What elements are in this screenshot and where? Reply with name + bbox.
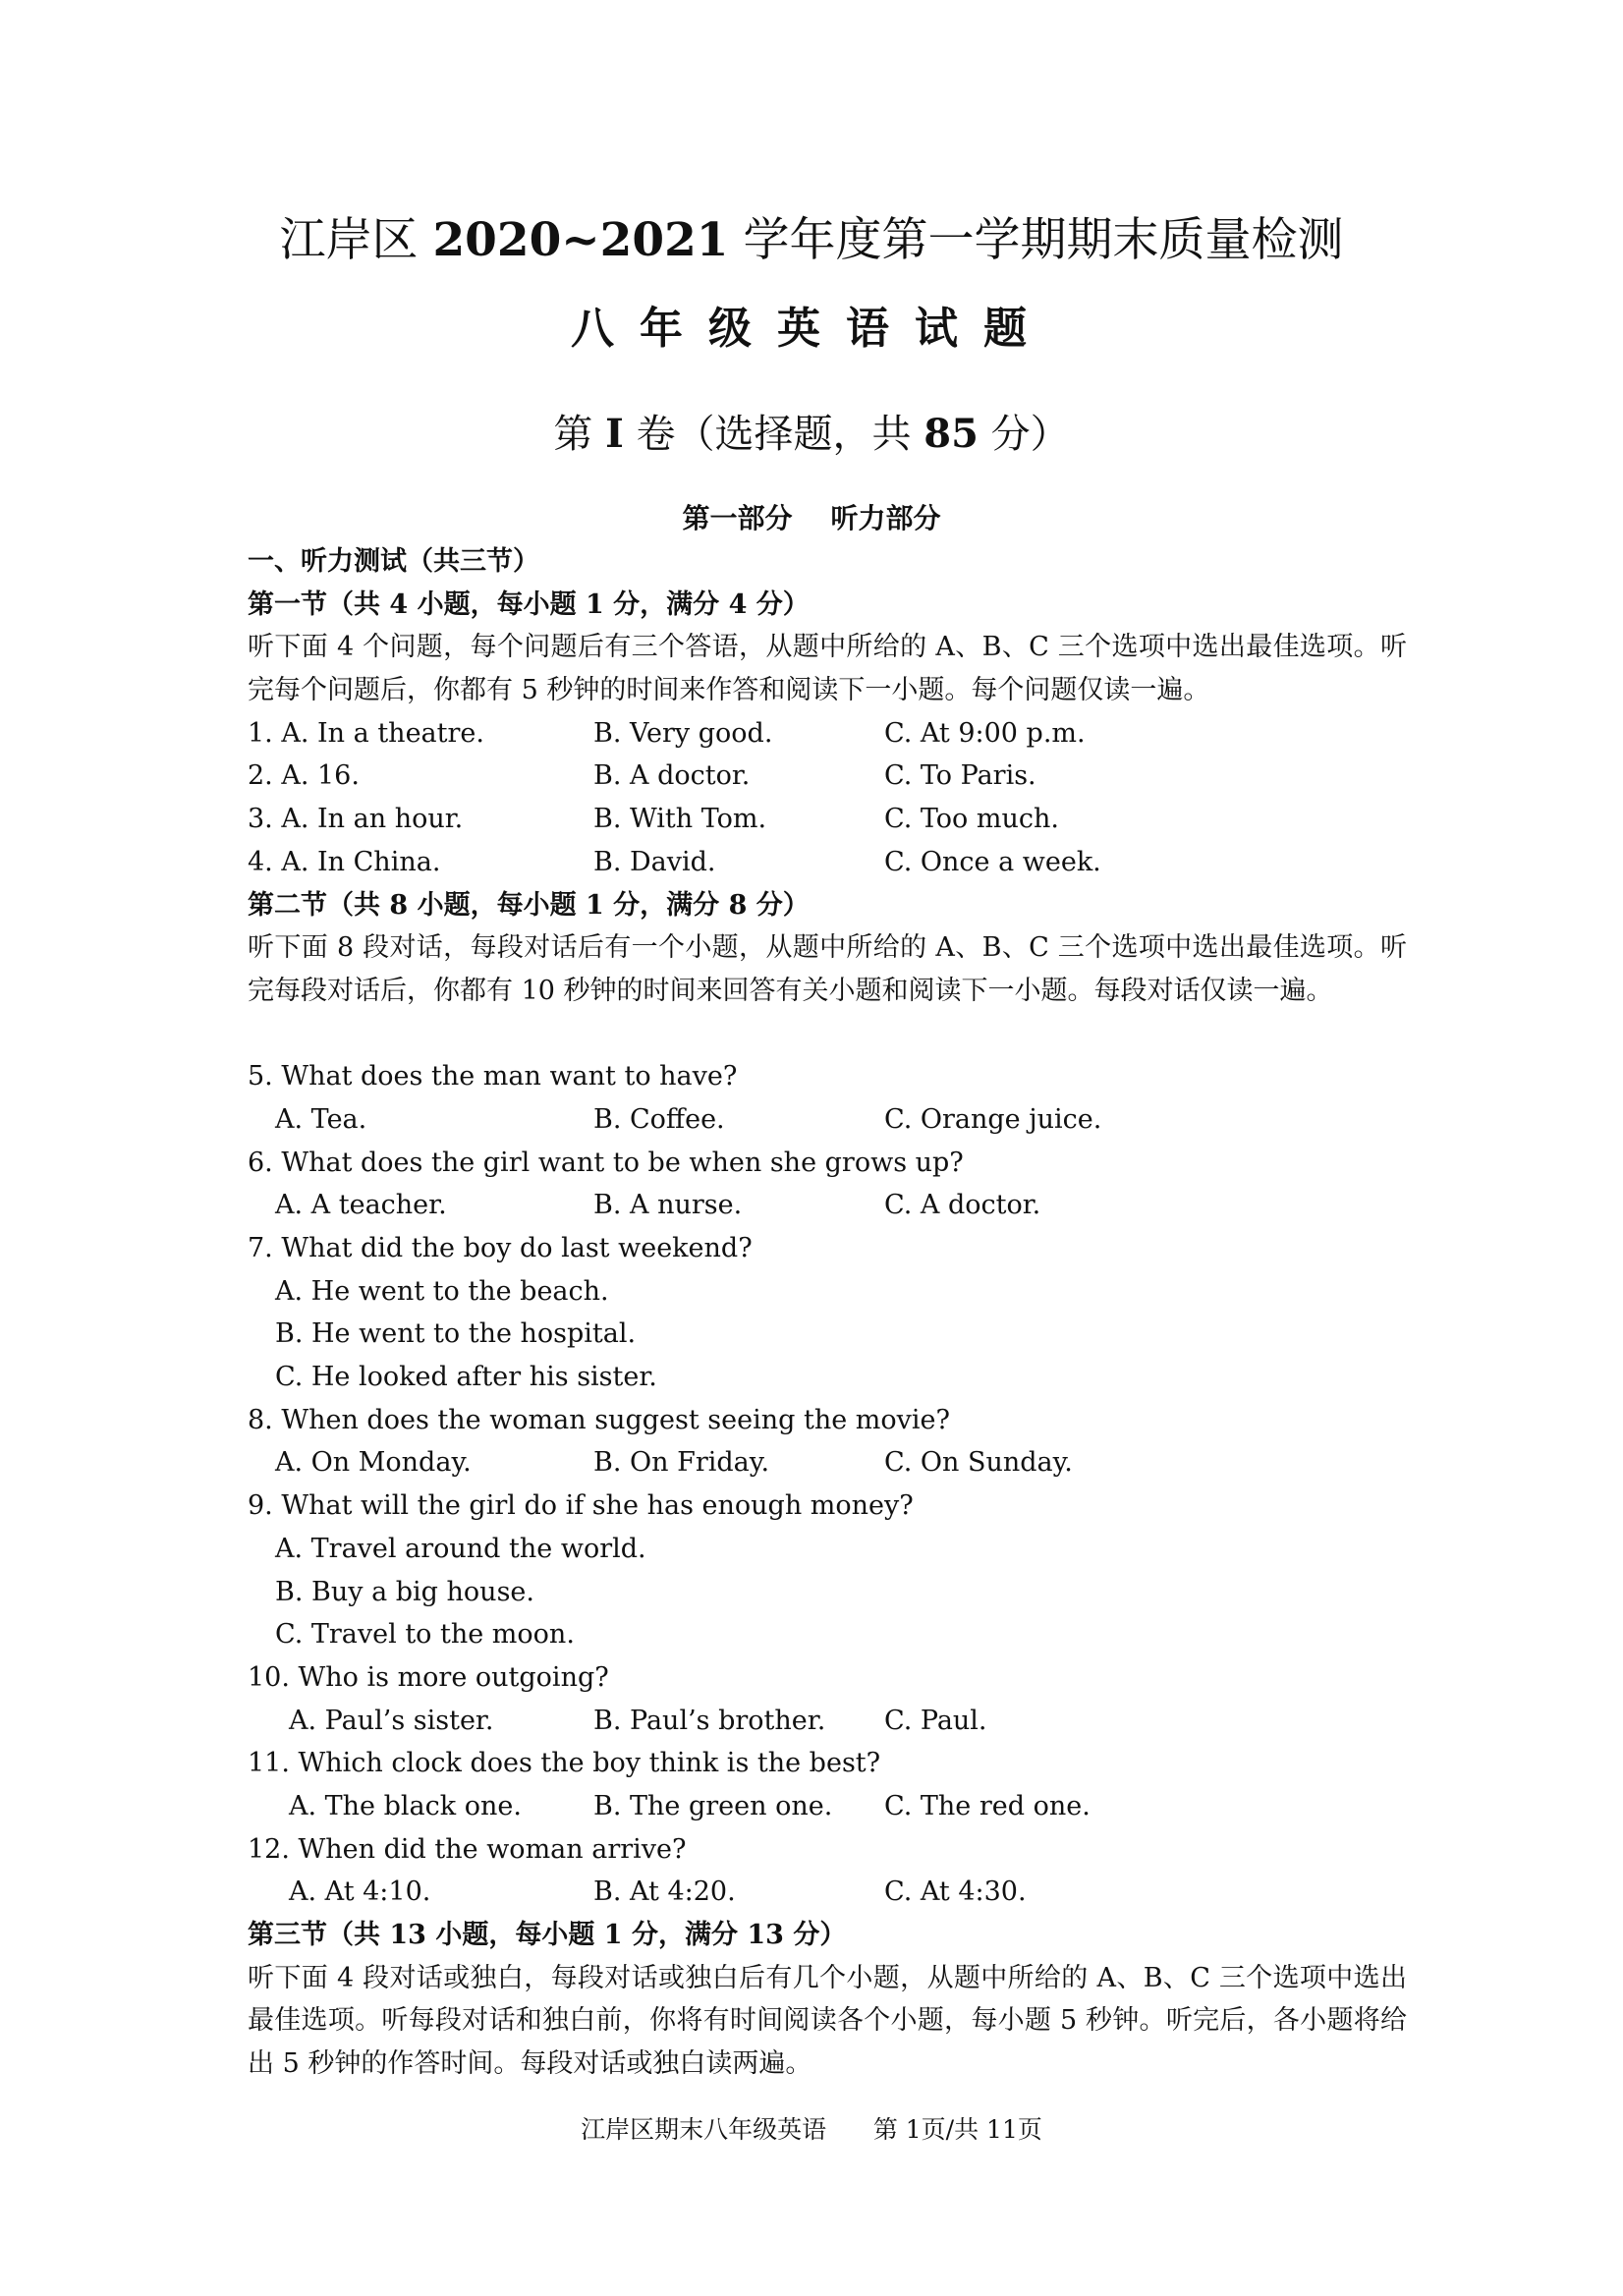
question-11-options bbox=[248, 1785, 1407, 1828]
question-8-options bbox=[248, 1441, 1407, 1484]
option-b: B. Paul’s brother. bbox=[593, 1705, 826, 1736]
option-b: B. With Tom. bbox=[593, 804, 767, 835]
option-a: A. A teacher. bbox=[275, 1190, 447, 1221]
question-9-option-c bbox=[248, 1613, 1407, 1656]
question-3 bbox=[248, 798, 1407, 841]
question-5-stem: 5. What does the man want to have? bbox=[248, 1061, 738, 1092]
section3-instructions: 听下面 4 段对话或独白，每段对话或独白后有几个小题，从题中所给的 A、B、C 三个选项中选出最佳选项。听每段对话和独白前，你将有时间阅读各个小题，每小题 5 秒钟。听完后，各小题将给出 5 秒钟的作答时间。每段对话或独白读两遍。 bbox=[248, 1962, 1407, 2080]
option-b: B. David. bbox=[593, 846, 716, 877]
question-10-stem: 10. Who is more outgoing? bbox=[248, 1661, 609, 1693]
exam-title bbox=[0, 201, 1623, 280]
option-b: B. He went to the hospital. bbox=[275, 1318, 637, 1350]
question-5-options bbox=[248, 1098, 1407, 1142]
option-c: C. At 4:30. bbox=[884, 1876, 1027, 1908]
option-c: C. Too much. bbox=[884, 804, 1059, 835]
volume-number: I bbox=[605, 411, 624, 457]
question-2 bbox=[248, 755, 1407, 798]
option-c: C. Once a week. bbox=[884, 846, 1101, 877]
option-a: A. On Monday. bbox=[275, 1447, 472, 1479]
option-a: A. Travel around the world. bbox=[275, 1533, 646, 1564]
option-b: B. The green one. bbox=[593, 1790, 833, 1821]
option-a: 2. A. 16. bbox=[248, 760, 360, 792]
title-prefix: 江岸区 bbox=[279, 213, 433, 267]
option-c: C. On Sunday. bbox=[884, 1447, 1073, 1479]
volume-score: 85 bbox=[923, 411, 979, 457]
exam-body bbox=[248, 540, 1407, 2086]
option-b: B. Very good. bbox=[593, 717, 773, 749]
question-12-stem: 12. When did the woman arrive? bbox=[248, 1833, 687, 1865]
option-b: B. On Friday. bbox=[593, 1447, 770, 1479]
option-c: C. He looked after his sister. bbox=[275, 1362, 657, 1393]
option-a: 3. A. In an hour. bbox=[248, 804, 464, 835]
question-10-options bbox=[248, 1700, 1407, 1743]
part-title: 第一部分 听力部分 bbox=[682, 502, 941, 534]
volume-title bbox=[0, 395, 1623, 474]
option-a: A. He went to the beach. bbox=[275, 1275, 609, 1307]
question-9-option-a bbox=[248, 1528, 1407, 1571]
option-a: A. Paul’s sister. bbox=[289, 1705, 494, 1736]
option-c: C. At 9:00 p.m. bbox=[884, 717, 1086, 749]
title-suffix: 学年度第一学期期末质量检测 bbox=[728, 213, 1344, 267]
option-c: C. Travel to the moon. bbox=[275, 1619, 575, 1651]
section1-heading: 第一节（共 4 小题，每小题 1 分，满分 4 分） bbox=[248, 588, 810, 620]
option-a: A. The black one. bbox=[289, 1790, 522, 1821]
exam-subtitle: 八年级英语试题 bbox=[571, 304, 1052, 354]
section1-instructions: 听下面 4 个问题，每个问题后有三个答语，从题中所给的 A、B、C 三个选项中选出最佳选项。听完每个问题后，你都有 5 秒钟的时间来作答和阅读下一小题。每个问题仅读一遍。 bbox=[248, 632, 1407, 706]
page-footer: 江岸区期末八年级英语 第 1页/共 11页 bbox=[581, 2115, 1042, 2144]
section2-heading: 第二节（共 8 小题，每小题 1 分，满分 8 分） bbox=[248, 889, 810, 921]
question-9-stem: 9. What will the girl do if she has enough money? bbox=[248, 1490, 914, 1522]
title-years: 2020~2021 bbox=[432, 213, 729, 267]
option-b: B. A doctor. bbox=[593, 760, 751, 792]
question-11-stem: 11. Which clock does the boy think is the best? bbox=[248, 1748, 881, 1779]
question-7-option-a bbox=[248, 1270, 1407, 1314]
question-6-stem: 6. What does the girl want to be when she grows up? bbox=[248, 1147, 964, 1178]
option-b: B. A nurse. bbox=[593, 1190, 743, 1221]
option-a: 4. A. In China. bbox=[248, 846, 441, 877]
question-9-option-b bbox=[248, 1571, 1407, 1614]
question-4 bbox=[248, 841, 1407, 884]
question-8-stem: 8. When does the woman suggest seeing the movie? bbox=[248, 1404, 951, 1435]
section3-heading: 第三节（共 13 小题，每小题 1 分，满分 13 分） bbox=[248, 1920, 847, 1951]
question-7-option-b bbox=[248, 1313, 1407, 1356]
volume-middle: 卷（选择题，共 bbox=[623, 412, 924, 457]
question-7-stem: 7. What did the boy do last weekend? bbox=[248, 1233, 753, 1264]
section2-instructions: 听下面 8 段对话，每段对话后有一个小题，从题中所给的 A、B、C 三个选项中选出最佳选项。听完每段对话后，你都有 10 秒钟的时间来回答有关小题和阅读下一小题。每段对话仅读一遍。 bbox=[248, 932, 1407, 1006]
option-b: B. At 4:20. bbox=[593, 1876, 736, 1908]
option-a: 1. A. In a theatre. bbox=[248, 717, 484, 749]
option-c: C. The red one. bbox=[884, 1790, 1091, 1821]
option-c: C. Orange juice. bbox=[884, 1103, 1102, 1135]
option-a: A. Tea. bbox=[275, 1103, 367, 1135]
question-1 bbox=[248, 712, 1407, 756]
volume-prefix: 第 bbox=[553, 412, 606, 457]
option-c: C. A doctor. bbox=[884, 1190, 1041, 1221]
option-a: A. At 4:10. bbox=[289, 1876, 431, 1908]
question-12-options bbox=[248, 1871, 1407, 1914]
option-b: B. Coffee. bbox=[593, 1103, 725, 1135]
option-c: C. Paul. bbox=[884, 1705, 987, 1736]
question-6-options bbox=[248, 1184, 1407, 1227]
volume-suffix: 分） bbox=[978, 412, 1070, 457]
option-c: C. To Paris. bbox=[884, 760, 1036, 792]
option-b: B. Buy a big house. bbox=[275, 1576, 534, 1607]
section-heading: 一、听力测试（共三节） bbox=[248, 546, 539, 577]
question-7-option-c bbox=[248, 1356, 1407, 1399]
